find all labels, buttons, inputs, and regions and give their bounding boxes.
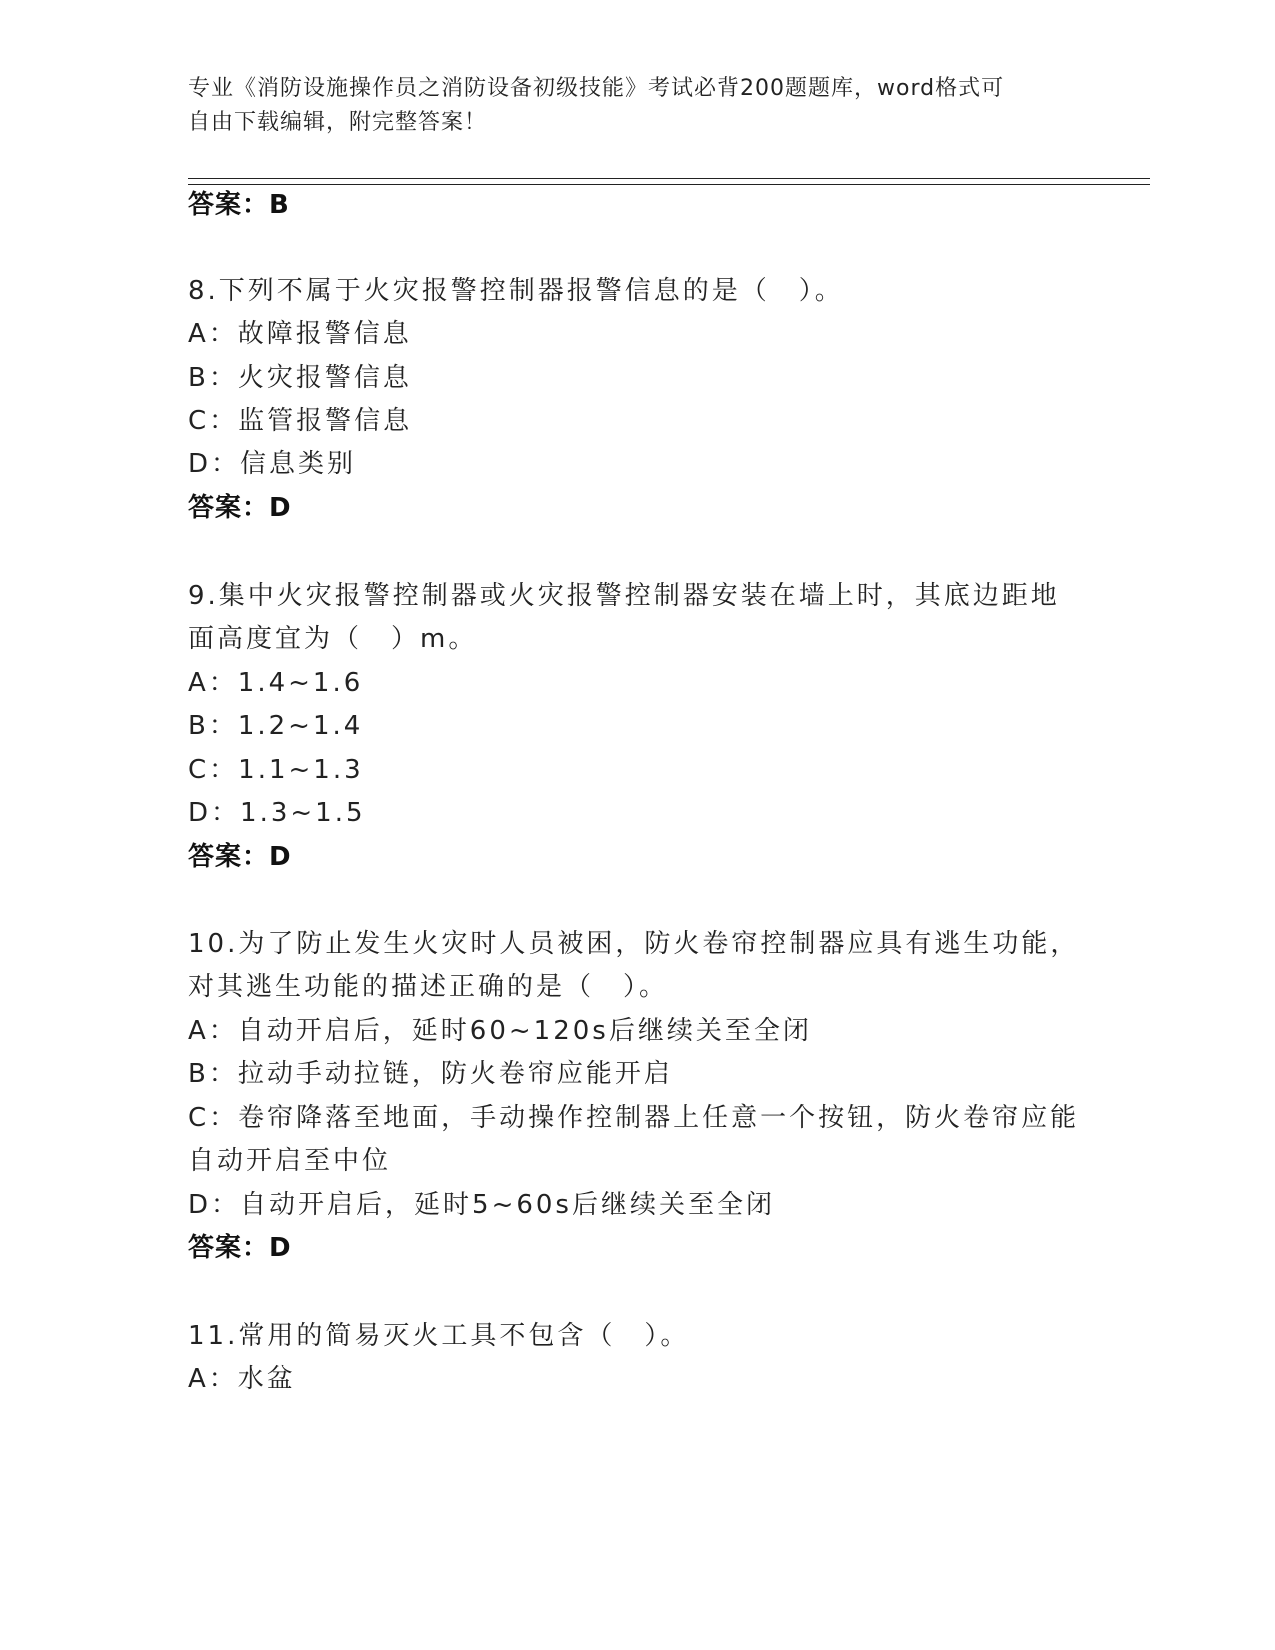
question-10-stem-line-2: 对其逃生功能的描述正确的是（ ）。 <box>188 972 669 1002</box>
question-8-option-a: A：故障报警信息 <box>188 319 412 349</box>
question-9-option-c: C：1.1~1.3 <box>188 755 364 785</box>
document-header-note <box>188 72 1088 140</box>
question-8-option-d: D：信息类别 <box>188 449 357 479</box>
question-9-option-a: A：1.4~1.6 <box>188 668 364 698</box>
question-8-answer: 答案：D <box>188 493 292 523</box>
question-9-option-b: B：1.2~1.4 <box>188 711 364 741</box>
header-line-1: 专业《消防设施操作员之消防设备初级技能》考试必背200题题库，word格式可 <box>188 76 1005 101</box>
question-10-option-c-line-2: 自动开启至中位 <box>188 1146 392 1176</box>
question-10-option-b: B：拉动手动拉链，防火卷帘应能开启 <box>188 1059 673 1089</box>
previous-answer: 答案：B <box>188 190 290 220</box>
question-10-answer: 答案：D <box>188 1233 292 1263</box>
question-9-stem-line-2: 面高度宜为（ ）m。 <box>188 624 478 654</box>
header-divider-top <box>188 178 1150 179</box>
question-9-stem-line-1: 9.集中火灾报警控制器或火灾报警控制器安装在墙上时，其底边距地 <box>188 581 1060 611</box>
question-10-stem-line-1: 10.为了防止发生火灾时人员被困，防火卷帘控制器应具有逃生功能， <box>188 929 1080 959</box>
question-11-stem: 11.常用的简易灭火工具不包含（ ）。 <box>188 1321 690 1351</box>
header-line-2: 自由下载编辑，附完整答案！ <box>188 110 488 135</box>
question-8-option-b: B：火灾报警信息 <box>188 363 412 393</box>
question-9-answer: 答案：D <box>188 842 292 872</box>
question-8-stem: 8.下列不属于火灾报警控制器报警信息的是（ ）。 <box>188 276 844 306</box>
header-divider-bottom <box>188 184 1150 185</box>
question-10-option-d: D：自动开启后，延时5~60s后继续关至全闭 <box>188 1190 775 1220</box>
question-10-option-a: A：自动开启后，延时60~120s后继续关至全闭 <box>188 1016 812 1046</box>
question-10-option-c-line-1: C：卷帘降落至地面，手动操作控制器上任意一个按钮，防火卷帘应能 <box>188 1103 1080 1133</box>
question-8-option-c: C：监管报警信息 <box>188 406 413 436</box>
question-9-option-d: D：1.3~1.5 <box>188 798 366 828</box>
question-11-option-a: A：水盆 <box>188 1364 296 1394</box>
